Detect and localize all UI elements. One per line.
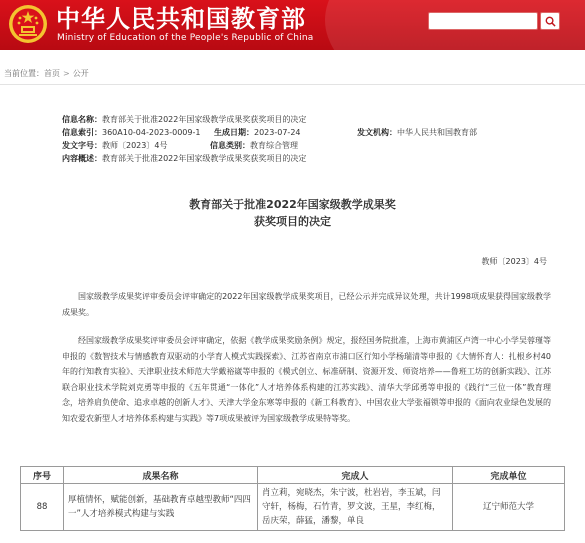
info-index-label: 信息索引： [62, 128, 102, 137]
info-org-label: 发文机构： [357, 128, 397, 137]
table-cell-no: 88 [21, 484, 64, 531]
article-title [0, 196, 585, 230]
info-org-value: 中华人民共和国教育部 [397, 128, 477, 137]
table-header-row [21, 467, 565, 484]
info-row-docno [62, 139, 306, 152]
info-docno-value: 教师〔2023〕4号 [102, 141, 168, 150]
table-cell-name: 厚植情怀，赋能创新，基础教育卓越型教师“四四一”人才培养模式构建与实践 [64, 484, 258, 531]
info-docno-label: 发文字号： [62, 141, 102, 150]
article-doc-number: 教师〔2023〕4号 [481, 257, 547, 266]
info-row-name [62, 113, 306, 126]
breadcrumb-prefix: 当前位置： [4, 69, 44, 78]
search-icon [545, 16, 556, 27]
article-title-line2: 获奖项目的决定 [254, 215, 331, 228]
info-index-value: 360A10-04-2023-0009-1 [102, 128, 201, 137]
info-summary-label: 内容概述： [62, 154, 102, 163]
table-cell-people: 肖立莉，宛晓杰，朱宁波，杜岩岩，李玉斌，闫守轩，杨梅，石竹青，罗文波，王星，李红梅，岳庆荣，薛猛，潘黎，单良 [258, 484, 453, 531]
breadcrumb-home-link[interactable]: 首页 [44, 69, 60, 78]
table-cell-unit: 辽宁师范大学 [453, 484, 565, 531]
info-summary-value: 教育部关于批准2022年国家级教学成果奖获奖项目的决定 [102, 154, 307, 163]
site-header [0, 0, 585, 50]
article-title-line1: 教育部关于批准2022年国家级教学成果奖 [189, 198, 396, 211]
national-emblem-icon [8, 4, 48, 44]
info-row-index [62, 126, 477, 139]
info-category-value: 教育综合管理 [250, 141, 298, 150]
breadcrumb-separator-icon: > [63, 69, 70, 78]
article-paragraph-1: 国家级教学成果奖评审委员会评审确定的2022年国家级教学成果奖项目，已经公示并完成异议处理，共计1998项成果获得国家级教学成果奖。 [62, 292, 551, 317]
table-row [21, 484, 565, 531]
info-date-value: 2023-07-24 [254, 128, 301, 137]
breadcrumb [0, 66, 585, 82]
info-row-summary [62, 152, 306, 165]
results-table [20, 466, 565, 531]
breadcrumb-open-link[interactable]: 公开 [72, 69, 89, 78]
info-category-label: 信息类别： [210, 141, 250, 150]
info-block [62, 113, 477, 165]
site-subtitle: Ministry of Education of the People's Republic of China [57, 33, 314, 43]
article-paragraph-2: 经国家级教学成果奖评审委员会评审确定，依据《教学成果奖励条例》规定，报经国务院批准，上海市黄浦区卢湾一中心小学吴蓉瑾等申报的《数智技术与情感教育双驱动的小学育人模式实践探索》、江苏省南京市浦口区行知小学杨瑞清等申报的《大情怀育人：扎根乡村40年的行知教育实验》、天津职业技术师范大学戴裕崴等申报的《模式创立、标准研制、资源开发、师资培养——鲁班工坊的创新实践》、江苏联合职业技术学院刘克勇等申报的《五年贯通“一体化”人才培养体系构建的江苏实践》、清华大学邱勇等申报的《践行“三位一体”教育理念，培养肩负使命、追求卓越的创新人才》、天津大学金东寒等申报的《新工科教育》、中国农业大学张福锁等申报的《面向农业绿色发展的知农爱农新型人才培养体系构建与实践》等7项成果被评为国家级教学成果特等奖。 [62, 336, 551, 423]
search-input[interactable] [428, 12, 538, 30]
table-header-no: 序号 [21, 467, 64, 484]
info-name-value: 教育部关于批准2022年国家级教学成果奖获奖项目的决定 [102, 115, 307, 124]
table-header-name: 成果名称 [64, 467, 258, 484]
site-title: 中华人民共和国教育部 [56, 5, 306, 33]
info-date-label: 生成日期： [214, 128, 254, 137]
table-header-unit: 完成单位 [453, 467, 565, 484]
breadcrumb-divider [0, 84, 585, 85]
table-header-people: 完成人 [258, 467, 453, 484]
info-name-label: 信息名称： [62, 115, 102, 124]
search-button[interactable] [540, 12, 560, 30]
